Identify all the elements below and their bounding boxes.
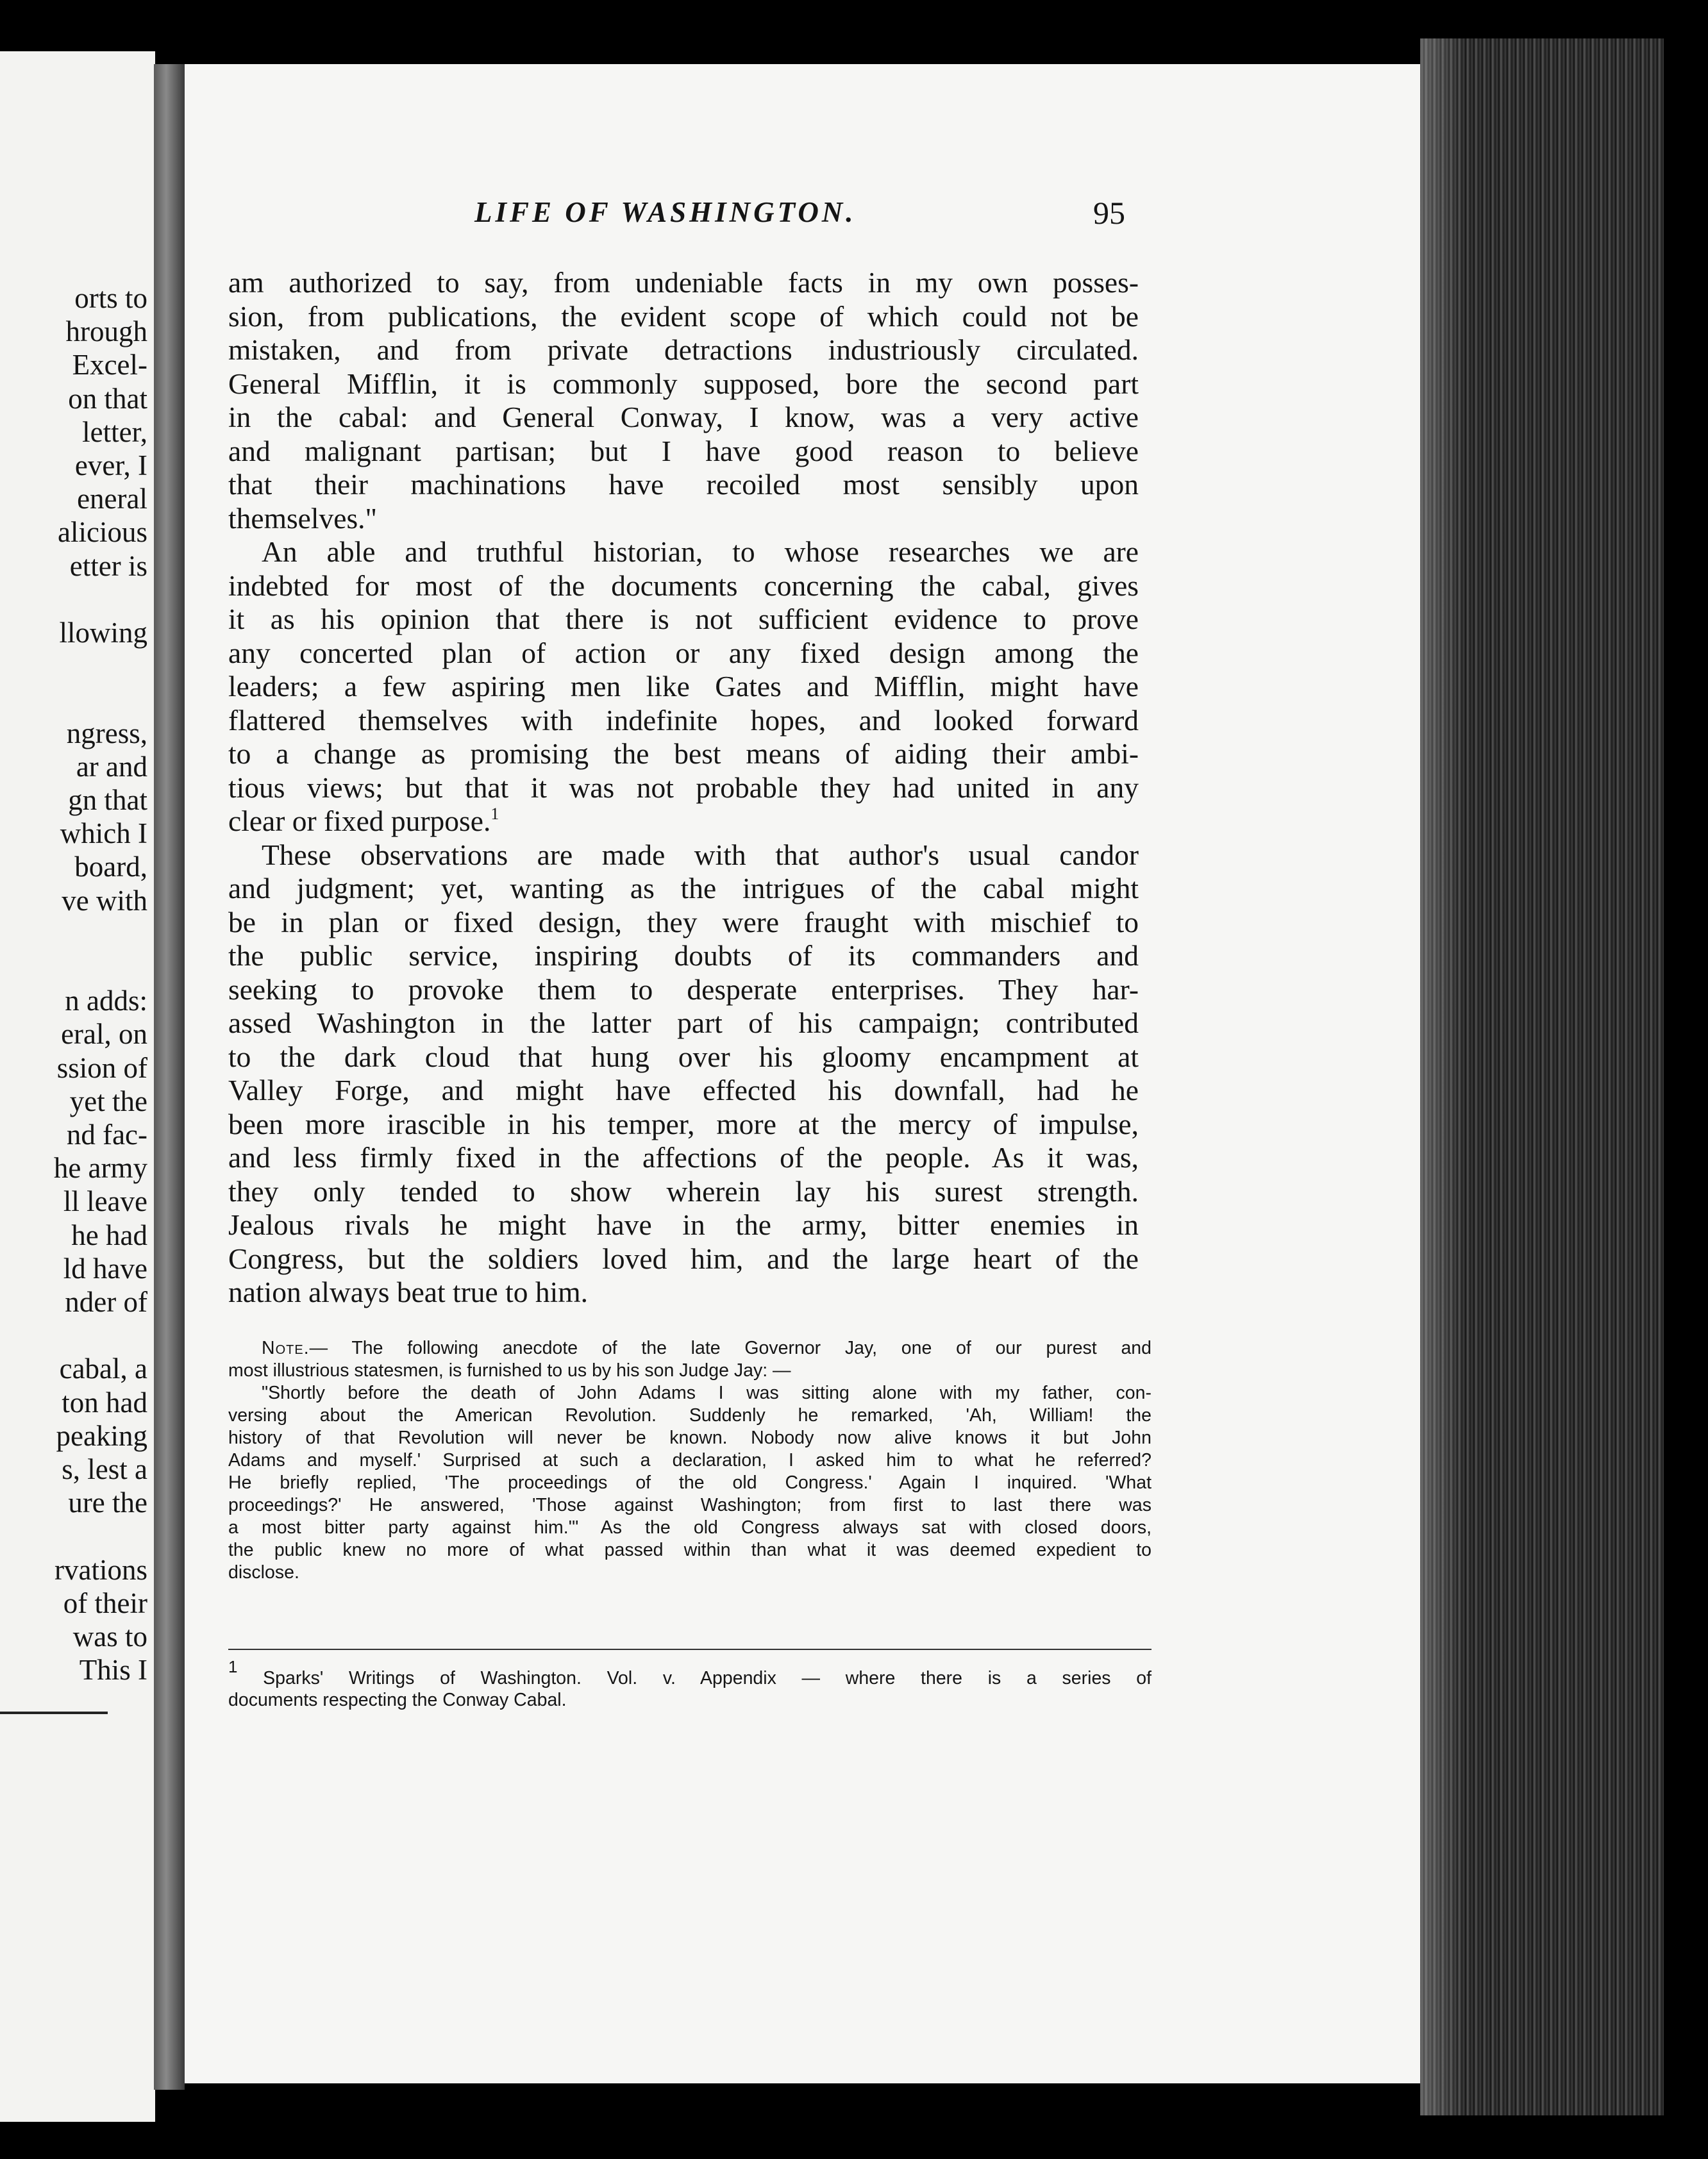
left-page-fragment: alicious (58, 516, 147, 549)
book-page-edges (1420, 38, 1664, 2115)
footnote-line-text: Sparks' Writings of Washington. Vol. v. Appendix — where there is a series of (263, 1668, 1151, 1688)
note-line: proceedings?' He answered, 'Those against Washington; from first to last there was (228, 1495, 1151, 1515)
left-page-fragment: ton had (62, 1386, 147, 1419)
note-line: versing about the American Revolution. Suddenly he remarked, 'Ah, William! the (228, 1405, 1151, 1426)
left-page-fragment: letter, (82, 415, 147, 448)
body-line: These observations are made with that author's usual candor (262, 838, 1139, 871)
note-line: "Shortly before the death of John Adams I was sitting alone with my father, con- (262, 1383, 1151, 1403)
left-facing-page (0, 51, 155, 2122)
left-page-fragment: ar and (76, 750, 147, 783)
left-page-fragment: Excel- (72, 349, 147, 381)
body-line-with-footnote (228, 804, 1139, 838)
left-page-fragment: yet the (69, 1085, 147, 1117)
left-page-fragment: nd fac- (66, 1119, 147, 1151)
note-line: the public knew no more of what passed within than what it was deemed expedient to (228, 1540, 1151, 1560)
book-gutter (154, 64, 185, 2090)
running-head: LIFE OF WASHINGTON. (474, 196, 857, 228)
body-line: the public service, inspiring doubts of its commanders and (228, 939, 1139, 972)
left-page-fragment: board, (74, 851, 147, 883)
left-page-fragment: gn that (68, 784, 147, 816)
page-number: 95 (1093, 195, 1125, 231)
body-line: themselves." (228, 501, 378, 535)
note-line: most illustrious statesmen, is furnished to us by his son Judge Jay: — (228, 1360, 791, 1381)
note-line-text: — The following anecdote of the late Governor Jay, one of our purest and (309, 1338, 1151, 1358)
left-page-fragment: eneral (77, 483, 147, 515)
body-line: be in plan or fixed design, they were fraught with mischief to (228, 905, 1139, 938)
body-line: am authorized to say, from undeniable facts in my own posses- (228, 266, 1139, 299)
footnote-line: documents respecting the Conway Cabal. (228, 1690, 567, 1710)
left-page-fragment: hrough (65, 315, 147, 348)
left-page-fragment: n adds: (65, 985, 147, 1017)
left-page-fragment: ld have (63, 1252, 147, 1285)
left-page-fragment: ngress, (66, 717, 147, 749)
body-line: General Mifflin, it is commonly supposed, bore the second part (228, 367, 1139, 400)
left-page-footnote-rule (0, 1712, 108, 1714)
left-page-fragment: ure the (68, 1487, 147, 1519)
left-page-fragment: he army (53, 1152, 147, 1185)
note-line: history of that Revolution will never be known. Nobody now alive knows it but John (228, 1428, 1151, 1448)
body-line: any concerted plan of action or any fixed design among the (228, 636, 1139, 669)
body-line: to the dark cloud that hung over his gloomy encampment at (228, 1040, 1139, 1073)
left-page-fragment: This I (79, 1654, 147, 1687)
left-page-fragment: on that (68, 382, 147, 415)
body-line: sion, from publications, the evident scope of which could not be (228, 299, 1139, 333)
note-line: He briefly replied, 'The proceedings of the old Congress.' Again I inquired. 'What (228, 1472, 1151, 1493)
body-line: been more irascible in his temper, more at the mercy of impulse, (228, 1107, 1139, 1140)
body-line-text: clear or fixed purpose. (228, 804, 491, 837)
body-line: Jealous rivals he might have in the army, bitter enemies in (228, 1208, 1139, 1241)
left-page-fragment: was to (72, 1621, 147, 1653)
note-line: Adams and myself.' Surprised at such a declaration, I asked him to what he referred? (228, 1450, 1151, 1471)
left-page-fragment: of their (63, 1587, 147, 1619)
body-line: they only tended to show wherein lay his surest strength. (228, 1174, 1139, 1208)
left-page-fragment: ve with (62, 884, 147, 917)
body-line: and malignant partisan; but I have good reason to believe (228, 434, 1139, 467)
note-line: a most bitter party against him.'" As the old Congress always sat with closed doors, (228, 1517, 1151, 1538)
left-page-fragment: ssion of (56, 1051, 147, 1084)
note-block (228, 1337, 1151, 1584)
left-page-fragment: ll leave (63, 1185, 147, 1218)
footnote-line (228, 1657, 1151, 1689)
body-line: it as his opinion that there is not sufficient evidence to prove (228, 603, 1139, 635)
body-line: Valley Forge, and might have effected his downfall, had he (228, 1074, 1139, 1106)
left-page-fragment: eral, on (61, 1018, 147, 1051)
body-line: nation always beat true to him. (228, 1276, 589, 1308)
body-line: seeking to provoke them to desperate enterprises. They har- (228, 972, 1139, 1006)
body-line: in the cabal: and General Conway, I know, was a very active (228, 401, 1139, 433)
body-line: assed Washington in the latter part of his campaign; contributed (228, 1006, 1139, 1039)
body-line: to a change as promising the best means of aiding their ambi- (228, 737, 1139, 770)
note-line: disclose. (228, 1562, 299, 1583)
left-page-fragment: etter is (69, 549, 147, 582)
body-line: that their machinations have recoiled most sensibly upon (228, 468, 1139, 501)
body-line: leaders; a few aspiring men like Gates and Mifflin, might have (228, 670, 1139, 703)
footnote-rule (228, 1649, 1151, 1650)
body-line: Congress, but the soldiers loved him, and the large heart of the (228, 1242, 1139, 1275)
left-page-fragment: llowing (59, 617, 147, 649)
left-page-fragment: s, lest a (62, 1453, 147, 1485)
footnote-reference: 1 (490, 804, 499, 823)
left-page-fragment: which I (60, 817, 147, 850)
note-line (228, 1337, 1151, 1360)
left-page-fragment: cabal, a (59, 1353, 147, 1385)
left-page-fragment: he had (71, 1219, 147, 1251)
body-line: and judgment; yet, wanting as the intrigues of the cabal might (228, 872, 1139, 904)
body-line: and less firmly fixed in the affections of the people. As it was, (228, 1141, 1139, 1174)
body-line: indebted for most of the documents concerning the cabal, gives (228, 569, 1139, 602)
left-page-fragment: rvations (54, 1553, 147, 1586)
note-label: Note. (262, 1338, 310, 1358)
left-page-fragment: orts to (74, 282, 147, 314)
left-page-fragment: peaking (56, 1419, 147, 1452)
body-line: tious views; but that it was not probable they had united in any (228, 771, 1139, 804)
body-text (228, 266, 1139, 1310)
footnote (228, 1657, 1151, 1712)
left-page-fragment: nder of (65, 1286, 147, 1318)
body-line: flattered themselves with indefinite hopes, and looked forward (228, 703, 1139, 737)
body-line: An able and truthful historian, to whose researches we are (262, 535, 1139, 568)
left-page-fragment: ever, I (74, 449, 147, 481)
body-line: mistaken, and from private detractions industriously circulated. (228, 333, 1139, 366)
footnote-marker: 1 (228, 1657, 238, 1676)
